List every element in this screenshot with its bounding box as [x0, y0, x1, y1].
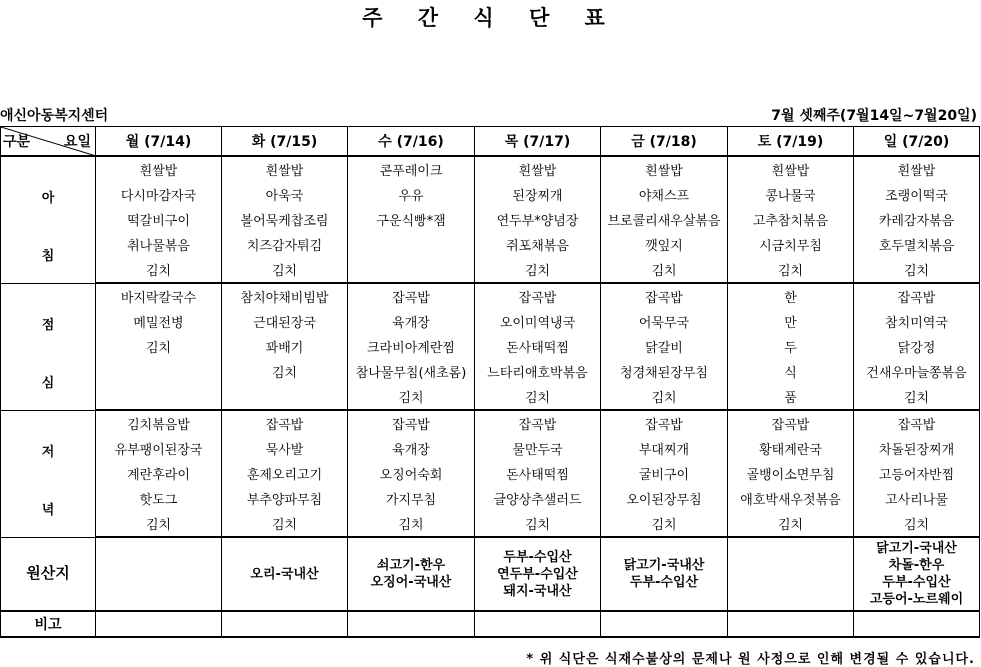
breakfast-menu-item: 흰쌀밥 — [222, 156, 348, 182]
breakfast-row — [1, 257, 980, 283]
dinner-menu-item: 물만두국 — [475, 436, 601, 461]
breakfast-row — [1, 182, 980, 207]
lunch-menu-item — [222, 384, 348, 410]
breakfast-section-label — [1, 156, 96, 283]
breakfast-menu-item: 된장찌개 — [475, 182, 601, 207]
corner-cell — [1, 127, 96, 157]
day-header: 목 (7/17) — [475, 127, 601, 157]
breakfast-menu-item: 김치 — [601, 257, 728, 283]
breakfast-menu-item: 우유 — [348, 182, 475, 207]
week-range: 7월 셋째주(7월14일~7월20일) — [771, 108, 977, 124]
dinner-menu-item: 글양상추샐러드 — [475, 486, 601, 511]
dinner-menu-item: 황태계란국 — [728, 436, 854, 461]
breakfast-menu-item: 카레감자볶음 — [854, 207, 980, 232]
origin-line: 연두부-수입산 — [497, 566, 578, 582]
lunch-menu-item: 잡곡밥 — [854, 283, 980, 309]
lunch-menu-item: 청경채된장무침 — [601, 359, 728, 384]
day-header: 금 (7/18) — [601, 127, 728, 157]
lunch-row — [1, 309, 980, 334]
breakfast-menu-item: 떡갈비구이 — [96, 207, 222, 232]
header-row — [1, 127, 980, 157]
remark-cell — [348, 611, 475, 637]
lunch-label-top: 점 — [41, 317, 55, 333]
origin-cell — [854, 537, 980, 611]
breakfast-menu-item: 다시마감자국 — [96, 182, 222, 207]
dinner-menu-item: 핫도그 — [96, 486, 222, 511]
breakfast-menu-item: 김치 — [222, 257, 348, 283]
breakfast-menu-item: 볼어묵케찹조림 — [222, 207, 348, 232]
dinner-menu-item: 김치 — [222, 511, 348, 537]
breakfast-menu-item: 연두부*양념장 — [475, 207, 601, 232]
dinner-menu-item: 부추양파무침 — [222, 486, 348, 511]
breakfast-menu-item: 호두멸치볶음 — [854, 232, 980, 257]
lunch-row — [1, 334, 980, 359]
origin-line: 돼지-국내산 — [503, 583, 572, 599]
breakfast-menu-item: 조랭이떡국 — [854, 182, 980, 207]
dinner-menu-item: 돈사태떡찜 — [475, 461, 601, 486]
footer-note: * 위 식단은 식재수불상의 문제나 원 사정으로 인해 변경될 수 있습니다. — [526, 652, 975, 667]
origin-line: 오리-국내산 — [250, 566, 319, 582]
dinner-menu-item: 김치볶음밥 — [96, 410, 222, 436]
lunch-menu-item — [96, 359, 222, 384]
dinner-row — [1, 511, 980, 537]
breakfast-menu-item: 치즈감자튀김 — [222, 232, 348, 257]
breakfast-row — [1, 232, 980, 257]
weekly-menu-table — [0, 126, 980, 638]
dinner-menu-item: 고등어자반찜 — [854, 461, 980, 486]
breakfast-menu-item: 브로콜리새우살볶음 — [601, 207, 728, 232]
dinner-menu-item: 김치 — [475, 511, 601, 537]
lunch-menu-item: 식 — [728, 359, 854, 384]
lunch-menu-item: 건새우마늘쫑볶음 — [854, 359, 980, 384]
lunch-label-bottom: 심 — [41, 375, 55, 391]
remark-cell — [854, 611, 980, 637]
dinner-menu-item: 잡곡밥 — [728, 410, 854, 436]
lunch-menu-item: 잡곡밥 — [601, 283, 728, 309]
lunch-menu-item: 참나물무침(새초롬) — [348, 359, 475, 384]
dinner-row — [1, 410, 980, 436]
dinner-menu-item: 잡곡밥 — [854, 410, 980, 436]
dinner-menu-item: 유부팽이된장국 — [96, 436, 222, 461]
dinner-menu-item: 오이된장무침 — [601, 486, 728, 511]
lunch-menu-item — [96, 384, 222, 410]
dinner-menu-item: 오징어숙회 — [348, 461, 475, 486]
day-header: 수 (7/16) — [348, 127, 475, 157]
lunch-row — [1, 283, 980, 309]
dinner-menu-item: 부대찌개 — [601, 436, 728, 461]
origin-line: 닭고기-국내산 — [876, 541, 957, 556]
dinner-menu-item: 김치 — [96, 511, 222, 537]
breakfast-menu-item: 김치 — [475, 257, 601, 283]
dinner-menu-item: 묵사발 — [222, 436, 348, 461]
origin-line: 두부-수입산 — [629, 575, 699, 590]
dinner-section-label — [1, 410, 96, 537]
dinner-menu-item: 잡곡밥 — [348, 410, 475, 436]
origin-cell — [222, 537, 348, 611]
lunch-section-label — [1, 283, 96, 410]
dinner-menu-item: 김치 — [348, 511, 475, 537]
lunch-menu-item: 돈사태떡찜 — [475, 334, 601, 359]
origin-line: 차돌-한우 — [888, 558, 945, 573]
breakfast-menu-item: 흰쌀밥 — [475, 156, 601, 182]
breakfast-menu-item: 김치 — [96, 257, 222, 283]
day-header: 월 (7/14) — [96, 127, 222, 157]
origin-line: 닭고기-국내산 — [623, 558, 705, 573]
breakfast-menu-item: 구운식빵*잼 — [348, 207, 475, 232]
dinner-menu-item: 굴비구이 — [601, 461, 728, 486]
dinner-label-bottom: 녁 — [41, 502, 55, 518]
lunch-menu-item: 어묵무국 — [601, 309, 728, 334]
lunch-row — [1, 384, 980, 410]
breakfast-menu-item: 고추참치볶음 — [728, 207, 854, 232]
lunch-menu-item: 느타리애호박볶음 — [475, 359, 601, 384]
origin-line: 오징어-국내산 — [370, 575, 452, 590]
dinner-menu-item: 가지무침 — [348, 486, 475, 511]
lunch-menu-item: 참치야채비빔밥 — [222, 283, 348, 309]
breakfast-label-top: 아 — [41, 191, 55, 206]
lunch-menu-item: 김치 — [601, 384, 728, 410]
lunch-menu-item: 품 — [728, 384, 854, 410]
dinner-menu-item: 애호박새우젓볶음 — [728, 486, 854, 511]
origin-line: 고등어-노르웨이 — [869, 592, 964, 607]
origin-label: 원산지 — [1, 537, 96, 611]
dinner-menu-item: 고사리나물 — [854, 486, 980, 511]
remark-label: 비고 — [1, 611, 96, 637]
lunch-menu-item: 육개장 — [348, 309, 475, 334]
day-header: 화 (7/15) — [222, 127, 348, 157]
breakfast-menu-item: 콩나물국 — [728, 182, 854, 207]
lunch-menu-item: 잡곡밥 — [348, 283, 475, 309]
breakfast-menu-item — [348, 232, 475, 257]
origin-line: 쇠고기-한우 — [376, 558, 446, 573]
origin-cell — [601, 537, 728, 611]
lunch-menu-item: 잡곡밥 — [475, 283, 601, 309]
lunch-menu-item: 김치 — [348, 384, 475, 410]
dinner-menu-item: 잡곡밥 — [475, 410, 601, 436]
lunch-menu-item: 김치 — [96, 334, 222, 359]
dinner-menu-item: 김치 — [728, 511, 854, 537]
dinner-menu-item: 김치 — [854, 511, 980, 537]
organization-name: 애신아동복지센터 — [0, 108, 109, 124]
dinner-row — [1, 486, 980, 511]
remark-row — [1, 611, 980, 637]
lunch-menu-item: 참치미역국 — [854, 309, 980, 334]
lunch-menu-item: 크라비아계란찜 — [348, 334, 475, 359]
remark-cell — [601, 611, 728, 637]
origin-cell — [348, 537, 475, 611]
origin-line: 두부-수입산 — [882, 575, 951, 590]
day-header: 토 (7/19) — [728, 127, 854, 157]
dinner-menu-item: 계란후라이 — [96, 461, 222, 486]
origin-row — [1, 537, 980, 611]
lunch-menu-item: 김치 — [222, 359, 348, 384]
breakfast-menu-item: 김치 — [728, 257, 854, 283]
page-title: 주 간 식 단 표 — [362, 6, 619, 30]
breakfast-menu-item: 흰쌀밥 — [96, 156, 222, 182]
remark-cell — [222, 611, 348, 637]
dinner-label-top: 저 — [41, 444, 55, 460]
lunch-menu-item: 김치 — [475, 384, 601, 410]
origin-line: 두부-수입산 — [503, 549, 572, 565]
lunch-menu-item: 두 — [728, 334, 854, 359]
lunch-menu-item: 한 — [728, 283, 854, 309]
breakfast-menu-item: 시금치무침 — [728, 232, 854, 257]
lunch-row — [1, 359, 980, 384]
dinner-menu-item: 김치 — [601, 511, 728, 537]
dinner-row — [1, 436, 980, 461]
lunch-menu-item: 만 — [728, 309, 854, 334]
lunch-menu-item: 오이미역냉국 — [475, 309, 601, 334]
breakfast-menu-item: 깻잎지 — [601, 232, 728, 257]
lunch-menu-item: 닭강정 — [854, 334, 980, 359]
corner-yoil-label: 요일 — [63, 134, 91, 150]
lunch-menu-item: 김치 — [854, 384, 980, 410]
remark-cell — [96, 611, 222, 637]
lunch-menu-item: 꽈배기 — [222, 334, 348, 359]
lunch-menu-item: 근대된장국 — [222, 309, 348, 334]
lunch-menu-item: 메밀전병 — [96, 309, 222, 334]
breakfast-menu-item: 야채스프 — [601, 182, 728, 207]
breakfast-label-bottom: 침 — [41, 249, 55, 264]
breakfast-row — [1, 207, 980, 232]
dinner-menu-item: 육개장 — [348, 436, 475, 461]
origin-cell — [475, 537, 601, 611]
breakfast-menu-item — [348, 257, 475, 283]
breakfast-menu-item: 흰쌀밥 — [601, 156, 728, 182]
breakfast-menu-item: 쥐포채볶음 — [475, 232, 601, 257]
breakfast-menu-item: 흰쌀밥 — [854, 156, 980, 182]
breakfast-menu-item: 취나물볶음 — [96, 232, 222, 257]
day-header: 일 (7/20) — [854, 127, 980, 157]
dinner-menu-item: 차돌된장찌개 — [854, 436, 980, 461]
remark-cell — [728, 611, 854, 637]
dinner-menu-item: 골뱅이소면무침 — [728, 461, 854, 486]
dinner-menu-item: 잡곡밥 — [222, 410, 348, 436]
lunch-menu-item: 닭갈비 — [601, 334, 728, 359]
breakfast-row — [1, 156, 980, 182]
breakfast-menu-item: 아욱국 — [222, 182, 348, 207]
dinner-menu-item: 훈제오리고기 — [222, 461, 348, 486]
breakfast-menu-item: 콘푸레이크 — [348, 156, 475, 182]
breakfast-menu-item: 흰쌀밥 — [728, 156, 854, 182]
remark-cell — [475, 611, 601, 637]
origin-cell — [96, 537, 222, 611]
dinner-menu-item: 잡곡밥 — [601, 410, 728, 436]
lunch-menu-item: 바지락칼국수 — [96, 283, 222, 309]
origin-cell — [728, 537, 854, 611]
breakfast-menu-item: 김치 — [854, 257, 980, 283]
corner-gubun-label: 구분 — [3, 134, 31, 150]
dinner-row — [1, 461, 980, 486]
